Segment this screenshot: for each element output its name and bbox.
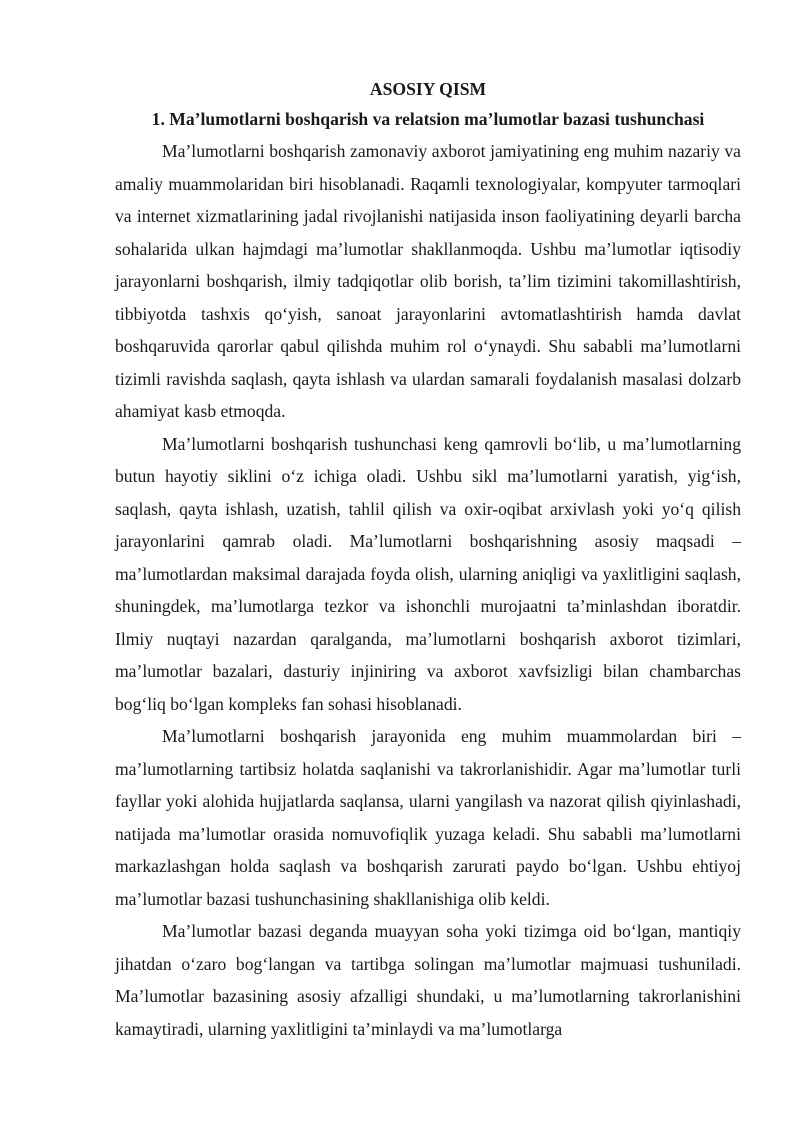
- section-title: ASOSIY QISM: [369, 79, 487, 99]
- paragraph-1: Ma’lumotlarni boshqarish zamonaviy axborot jamiyatining eng muhim nazariy va amaliy muammolaridan biri hisoblanadi. Raqamli texnologiyalar, kompyuter tarmoqlari va internet xizmatlarining jadal rivojlanishi natijasida inson faoliyatining deyarli barcha sohalarida ulkan hajmdagi ma’lumotlar shakllanmoqda. Ushbu ma’lumotlar iqtisodiy jarayonlarni boshqarish, ilmiy tadqiqotlar olib borish, ta’lim tizimini takomillashtirish, tibbiyotda tashxis qo‘yish, sanoat jarayonlarini avtomatlashtirish hamda davlat boshqaruvida qarorlar qabul qilishda muhim rol o‘ynaydi. Shu sababli ma’lumotlarni tizimli ravishda saqlash, qayta ishlash va ulardan samarali foydalanish masalasi dolzarb ahamiyat kasb etmoqda.: [115, 141, 741, 421]
- document-body: [115, 74, 741, 1045]
- paragraph-2: Ma’lumotlarni boshqarish tushunchasi keng qamrovli bo‘lib, u ma’lumotlarning butun hayotiy siklini o‘z ichiga oladi. Ushbu sikl ma’lumotlarni yaratish, yig‘ish, saqlash, qayta ishlash, uzatish, tahlil qilish va oxir-oqibat arxivlash yoki yo‘q qilish jarayonlarini qamrab oladi. Ma’lumotlarni boshqarishning asosiy maqsadi – ma’lumotlardan maksimal darajada foyda olish, ularning aniqligi va yaxlitligini saqlash, shuningdek, ma’lumotlarga tezkor va ishonchli murojaatni ta’minlashdan iboratdir. Ilmiy nuqtayi nazardan qaralganda, ma’lumotlarni boshqarish axborot tizimlari, ma’lumotlar bazalari, dasturiy injiniring va axborot xavfsizligi bilan chambarchas bog‘liq bo‘lgan kompleks fan sohasi hisoblanadi.: [115, 433, 741, 714]
- paragraph-4: Ma’lumotlar bazasi deganda muayyan soha yoki tizimga oid bo‘lgan, mantiqiy jihatdan o‘zaro bog‘langan va tartibga solingan ma’lumotlar majmuasi tushuniladi. Ma’lumotlar bazasining asosiy afzalligi shundaki, u ma’lumotlarning takrorlanishini kamaytiradi, ularning yaxlitligini ta’minlaydi va ma’lumotlarga: [115, 921, 741, 1039]
- paragraph-3: Ma’lumotlarni boshqarish jarayonida eng muhim muammolardan biri – ma’lumotlarning tartibsiz holatda saqlanishi va takrorlanishidir. Agar ma’lumotlar turli fayllar yoki alohida hujjatlarda saqlansa, ularni yangilash va nazorat qilish qiyinlashadi, natijada ma’lumotlar orasida nomuvofiqlik yuzaga keladi. Shu sababli ma’lumotlarni markazlashgan holda saqlash va boshqarish zarurati paydo bo‘lgan. Ushbu ehtiyoj ma’lumotlar bazasi tushunchasining shakllanishiga olib keldi.: [115, 726, 741, 909]
- subsection-title: 1. Ma’lumotlarni boshqarish va relatsion ma’lumotlar bazasi tushunchasi: [151, 109, 705, 129]
